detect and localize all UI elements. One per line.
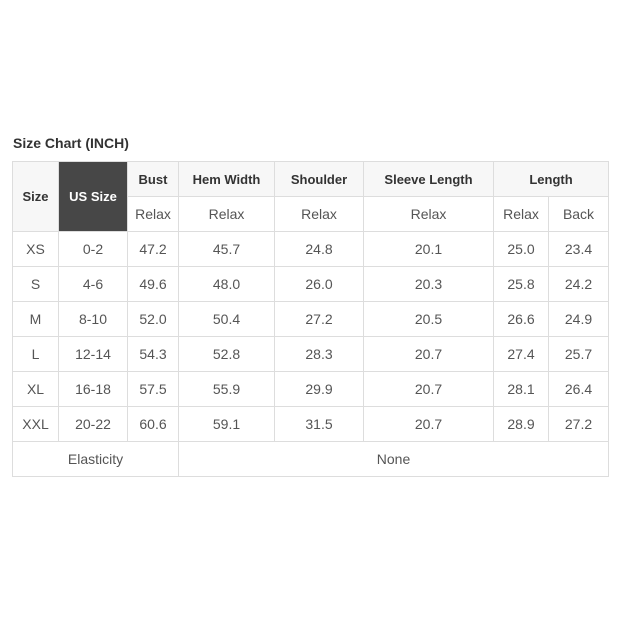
- us-size-cell: 4-6: [59, 267, 128, 302]
- value-cell: 25.8: [494, 267, 549, 302]
- value-cell: 20.3: [364, 267, 494, 302]
- value-cell: 45.7: [179, 232, 275, 267]
- col-header-length: Length: [494, 162, 609, 197]
- value-cell: 23.4: [549, 232, 609, 267]
- size-chart-title: Size Chart (INCH): [13, 135, 129, 151]
- header-row-main: [13, 162, 609, 197]
- value-cell: 28.9: [494, 407, 549, 442]
- value-cell: 20.1: [364, 232, 494, 267]
- value-cell: 25.7: [549, 337, 609, 372]
- elasticity-label: Elasticity: [13, 442, 179, 477]
- value-cell: 29.9: [275, 372, 364, 407]
- subheader-length-back: Back: [549, 197, 609, 232]
- col-header-us-size: US Size: [59, 162, 128, 232]
- size-cell: XS: [13, 232, 59, 267]
- value-cell: 52.8: [179, 337, 275, 372]
- us-size-cell: 8-10: [59, 302, 128, 337]
- value-cell: 28.1: [494, 372, 549, 407]
- value-cell: 31.5: [275, 407, 364, 442]
- value-cell: 26.0: [275, 267, 364, 302]
- size-chart-section: [12, 135, 609, 477]
- col-header-shoulder: Shoulder: [275, 162, 364, 197]
- value-cell: 27.4: [494, 337, 549, 372]
- value-cell: 26.4: [549, 372, 609, 407]
- value-cell: 26.6: [494, 302, 549, 337]
- elasticity-value: None: [179, 442, 609, 477]
- value-cell: 55.9: [179, 372, 275, 407]
- value-cell: 60.6: [128, 407, 179, 442]
- col-header-bust: Bust: [128, 162, 179, 197]
- subheader-hem-relax: Relax: [179, 197, 275, 232]
- value-cell: 27.2: [275, 302, 364, 337]
- table-row-xxl: [13, 407, 609, 442]
- value-cell: 24.8: [275, 232, 364, 267]
- size-cell: L: [13, 337, 59, 372]
- size-cell: XXL: [13, 407, 59, 442]
- table-row-xl: [13, 372, 609, 407]
- subheader-sleeve-relax: Relax: [364, 197, 494, 232]
- size-cell: S: [13, 267, 59, 302]
- value-cell: 20.7: [364, 372, 494, 407]
- size-cell: XL: [13, 372, 59, 407]
- value-cell: 20.7: [364, 337, 494, 372]
- us-size-cell: 16-18: [59, 372, 128, 407]
- col-header-hem-width: Hem Width: [179, 162, 275, 197]
- value-cell: 47.2: [128, 232, 179, 267]
- value-cell: 28.3: [275, 337, 364, 372]
- value-cell: 50.4: [179, 302, 275, 337]
- value-cell: 20.5: [364, 302, 494, 337]
- value-cell: 49.6: [128, 267, 179, 302]
- value-cell: 25.0: [494, 232, 549, 267]
- table-row-l: [13, 337, 609, 372]
- value-cell: 52.0: [128, 302, 179, 337]
- value-cell: 54.3: [128, 337, 179, 372]
- subheader-length-relax: Relax: [494, 197, 549, 232]
- col-header-size: Size: [13, 162, 59, 232]
- size-cell: M: [13, 302, 59, 337]
- value-cell: 24.2: [549, 267, 609, 302]
- value-cell: 20.7: [364, 407, 494, 442]
- value-cell: 59.1: [179, 407, 275, 442]
- table-row-s: [13, 267, 609, 302]
- us-size-cell: 12-14: [59, 337, 128, 372]
- col-header-sleeve-length: Sleeve Length: [364, 162, 494, 197]
- size-chart-table: [12, 161, 609, 477]
- table-row-m: [13, 302, 609, 337]
- us-size-cell: 0-2: [59, 232, 128, 267]
- table-row-xs: [13, 232, 609, 267]
- subheader-shoulder-relax: Relax: [275, 197, 364, 232]
- us-size-cell: 20-22: [59, 407, 128, 442]
- value-cell: 24.9: [549, 302, 609, 337]
- value-cell: 27.2: [549, 407, 609, 442]
- value-cell: 57.5: [128, 372, 179, 407]
- subheader-bust-relax: Relax: [128, 197, 179, 232]
- value-cell: 48.0: [179, 267, 275, 302]
- elasticity-row: [13, 442, 609, 477]
